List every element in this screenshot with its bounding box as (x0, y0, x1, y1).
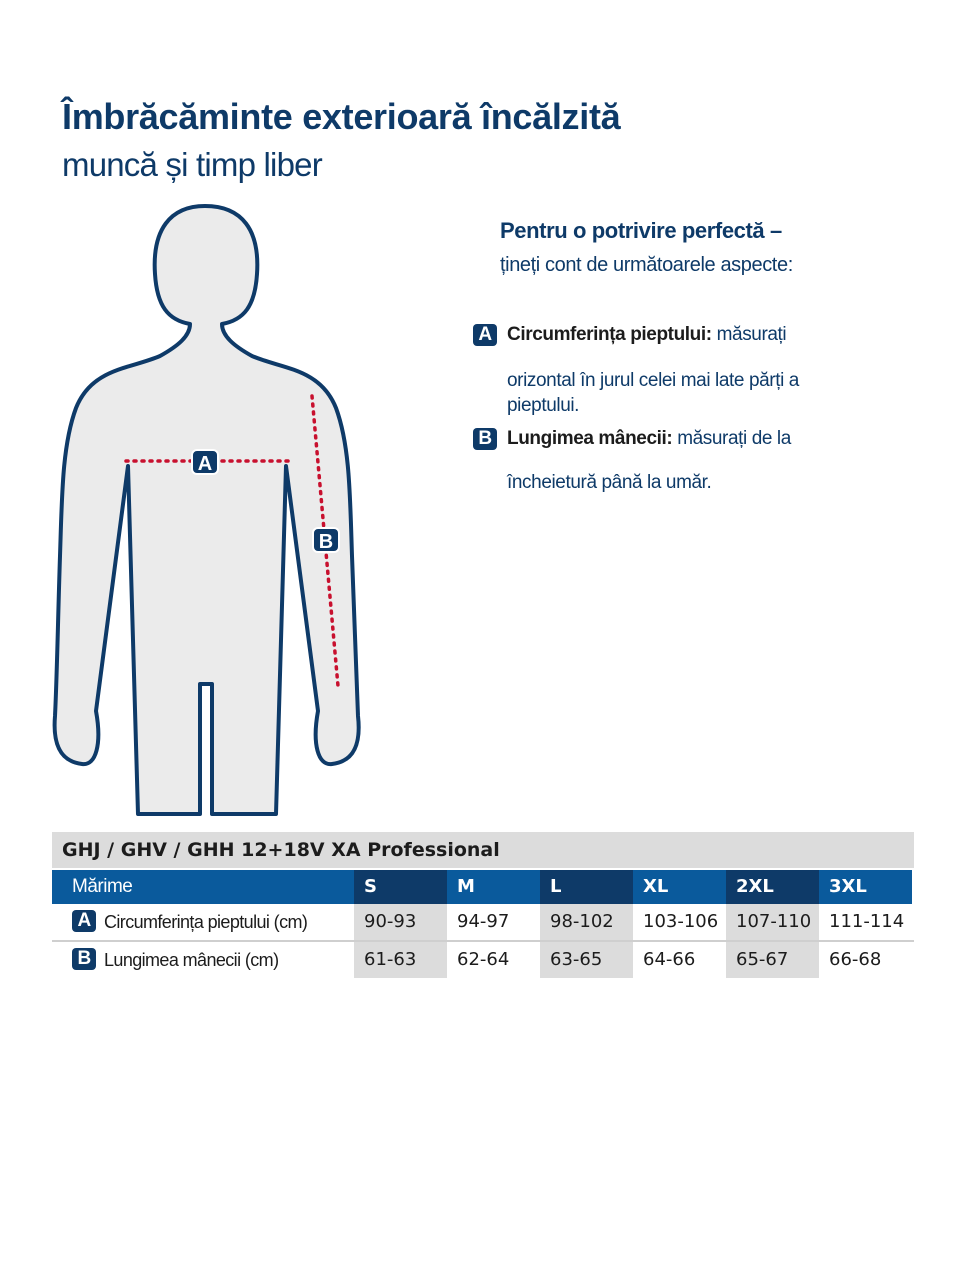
table-cell: 64-66 (643, 949, 696, 970)
row-text-sleeve: Lungimea mânecii (cm) (104, 950, 279, 970)
point-b-badge: B (473, 428, 497, 450)
table-cell: 66-68 (829, 949, 882, 970)
page-title: Îmbrăcăminte exterioară încălzită (62, 96, 621, 137)
model-name: GHJ / GHV / GHH 12+18V XA Professional (52, 832, 914, 868)
size-table (52, 832, 914, 978)
body-figure (40, 196, 370, 816)
point-b-line1 (473, 428, 791, 450)
table-header-row (52, 870, 914, 904)
size-s: S (354, 870, 447, 904)
marker-b-label: B (318, 531, 334, 553)
size-2xl: 2XL (726, 870, 819, 904)
point-b-label: Lungimea mânecii: (507, 428, 673, 449)
table-cell: 103-106 (643, 911, 719, 932)
table-cell: 65-67 (726, 942, 819, 978)
point-a-label: Circumferința pieptului: (507, 324, 712, 345)
point-a-line1 (473, 324, 786, 346)
row-badge-a: A (72, 910, 96, 932)
size-l: L (540, 870, 633, 904)
point-b-text1: măsurați de la (677, 428, 791, 449)
table-cell: 98-102 (540, 904, 633, 940)
size-xl: XL (633, 870, 726, 904)
point-b-text2: încheietură până la umăr. (507, 472, 712, 493)
table-cell: 94-97 (457, 911, 510, 932)
point-a-badge: A (473, 324, 497, 346)
table-cell: 107-110 (726, 904, 819, 940)
size-m: M (447, 870, 540, 904)
row-label-chest (52, 904, 354, 940)
fit-title: Pentru o potrivire perfectă – (500, 218, 782, 243)
table-cell: 90-93 (354, 904, 447, 940)
row-text-chest: Circumferința pieptului (cm) (104, 912, 308, 932)
table-cell: 63-65 (540, 942, 633, 978)
table-row-sleeve (52, 942, 914, 978)
body-silhouette (55, 206, 359, 814)
fit-subtitle: țineți cont de următoarele aspecte: (500, 254, 793, 276)
size-3xl: 3XL (819, 870, 912, 904)
point-a-text1: măsurați (716, 324, 787, 345)
table-row-chest (52, 904, 914, 942)
row-badge-b: B (72, 948, 96, 970)
marker-a-label: A (197, 453, 213, 475)
size-label: Mărime (52, 870, 354, 904)
point-a-text2: orizontal în jurul celei mai late părți a pieptului. (507, 370, 799, 416)
row-label-sleeve (52, 942, 354, 978)
table-cell: 62-64 (457, 949, 510, 970)
table-cell: 111-114 (829, 911, 905, 932)
table-cell: 61-63 (354, 942, 447, 978)
page-subtitle: muncă și timp liber (62, 146, 322, 183)
